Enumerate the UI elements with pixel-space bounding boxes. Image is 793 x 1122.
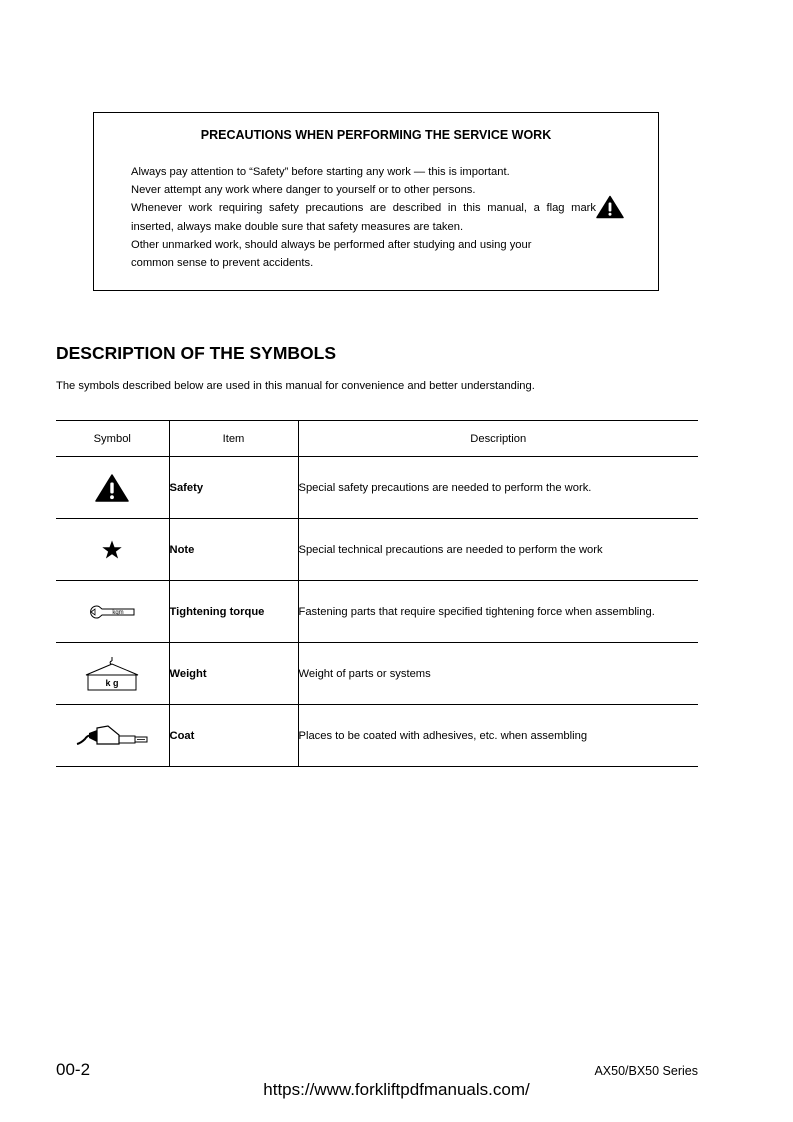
section-intro: The symbols described below are used in this manual for convenience and better understanding.	[56, 380, 535, 392]
symbol-cell	[56, 643, 169, 705]
page-number: 00-2	[56, 1060, 91, 1079]
weight-hook-icon	[84, 656, 140, 692]
symbol-cell	[56, 705, 169, 767]
description-cell: Special safety precautions are needed to perform the work.	[298, 457, 698, 519]
warning-triangle-icon	[596, 195, 624, 219]
item-cell: Tightening torque	[169, 581, 298, 643]
description-cell: Fastening parts that require specified tightening force when assembling.	[298, 581, 698, 643]
header-item: Item	[169, 421, 298, 457]
symbol-cell	[56, 457, 169, 519]
symbol-cell	[56, 581, 169, 643]
precaution-line: Never attempt any work where danger to yourself or to other persons.	[131, 184, 476, 197]
torque-unit-label: kgm	[112, 609, 124, 616]
precaution-line: inserted, always make double sure that safety measures are taken.	[131, 220, 464, 233]
precaution-line: common sense to prevent accidents.	[131, 256, 314, 269]
star-icon	[101, 539, 123, 561]
torque-wrench-icon	[88, 602, 136, 622]
description-cell: Places to be coated with adhesives, etc. when assembling	[298, 705, 698, 767]
table-row	[56, 457, 698, 519]
coat-tube-icon	[75, 723, 149, 749]
item-cell: Note	[169, 519, 298, 581]
warning-triangle-icon	[94, 473, 130, 503]
precaution-line: Whenever work requiring safety precautions are described in this manual, a flag mark	[131, 202, 596, 215]
item-cell: Weight	[169, 643, 298, 705]
symbols-table	[56, 420, 698, 767]
description-cell: Weight of parts or systems	[298, 643, 698, 705]
precaution-line: Always pay attention to “Safety” before starting any work — this is important.	[131, 166, 510, 178]
header-description: Description	[298, 421, 698, 457]
precautions-text	[131, 163, 596, 272]
precaution-line: Other unmarked work, should always be performed after studying and using your	[131, 238, 532, 251]
table-row	[56, 581, 698, 643]
weight-unit-label: k g	[105, 677, 119, 688]
description-cell: Special technical precautions are needed to perform the work	[298, 519, 698, 581]
symbol-cell	[56, 519, 169, 581]
header-symbol: Symbol	[56, 421, 169, 457]
series-label: AX50/BX50 Series	[594, 1064, 698, 1078]
source-url-link[interactable]: https://www.forkliftpdfmanuals.com/	[263, 1080, 530, 1099]
table-header-row	[56, 421, 698, 457]
table-row	[56, 643, 698, 705]
table-row	[56, 519, 698, 581]
item-cell: Safety	[169, 457, 298, 519]
item-cell: Coat	[169, 705, 298, 767]
section-title: DESCRIPTION OF THE SYMBOLS	[56, 343, 337, 363]
precautions-title: PRECAUTIONS WHEN PERFORMING THE SERVICE WORK	[200, 128, 552, 142]
precautions-box	[93, 112, 659, 291]
table-row	[56, 705, 698, 767]
